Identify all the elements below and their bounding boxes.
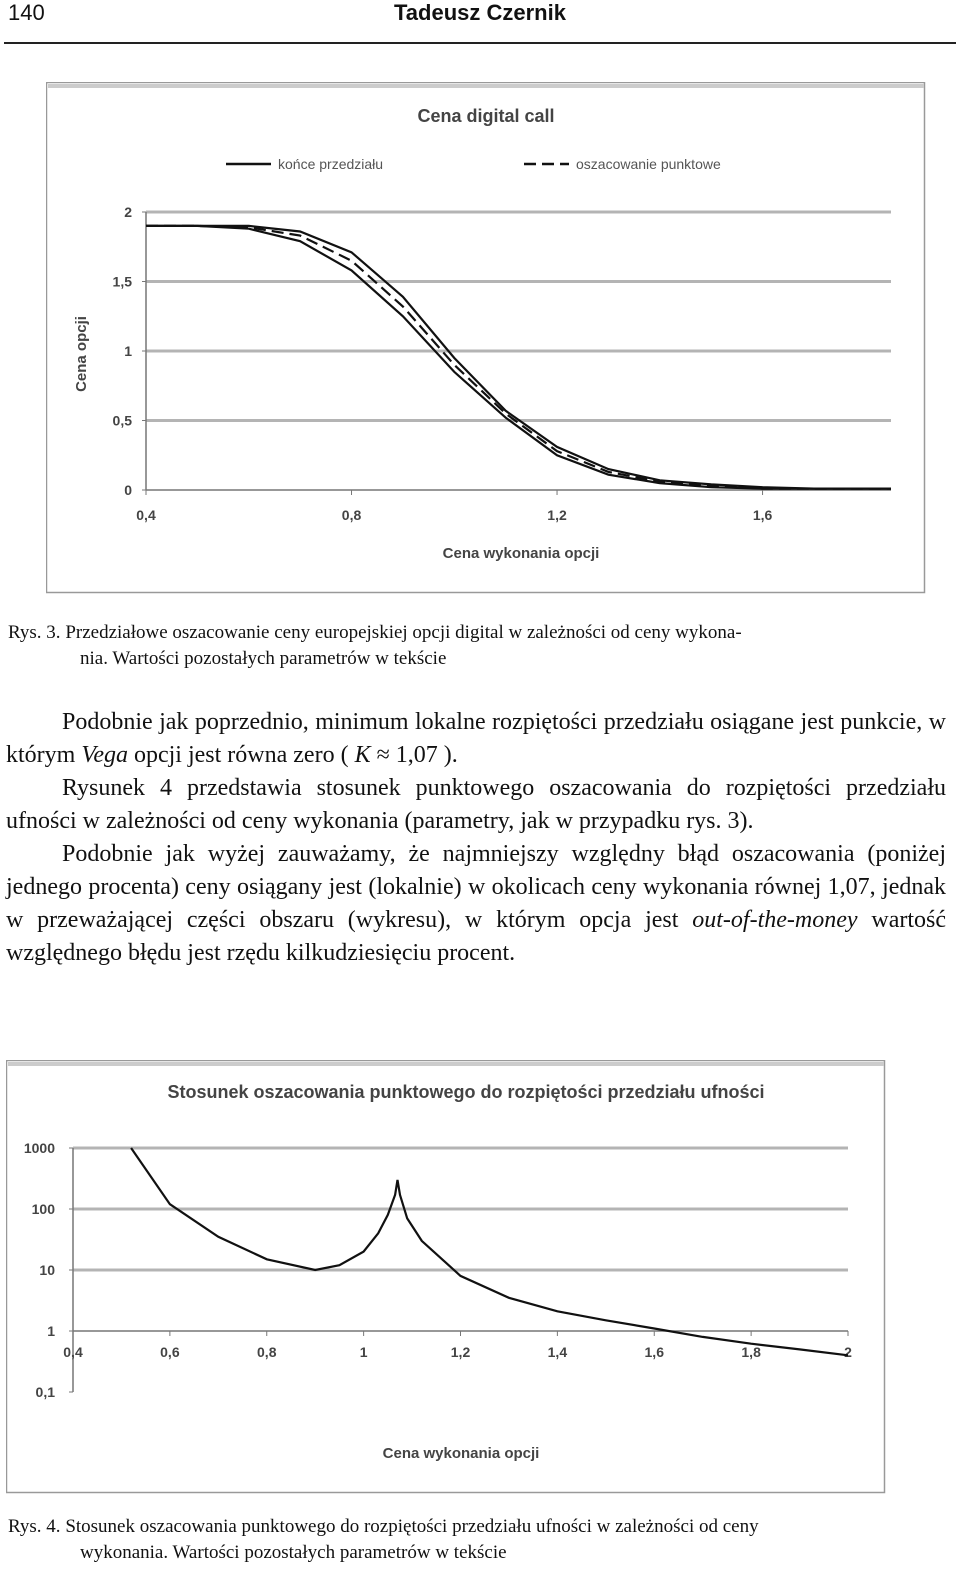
y-tick-label: 0 [124, 482, 132, 498]
x-tick-label: 1 [359, 1344, 368, 1360]
x-axis-label: Cena wykonania opcji [442, 545, 600, 562]
legend-label: końce przedziału [278, 156, 384, 172]
x-tick-label: 2 [844, 1344, 852, 1360]
figure-3-caption [8, 620, 954, 672]
text-run: ≈ 1,07 ). [370, 742, 458, 768]
x-tick-label: 0,8 [341, 507, 362, 523]
paragraph [6, 838, 946, 970]
y-tick-label: 100 [31, 1201, 55, 1217]
page-number: 140 [8, 0, 45, 25]
y-tick-label: 2 [124, 204, 132, 220]
x-tick-label: 1,6 [752, 507, 773, 523]
y-tick-label: 0,5 [112, 412, 132, 429]
italic-text: Vega [81, 742, 128, 768]
italic-text: K [354, 742, 371, 768]
x-tick-label: 1,4 [547, 1344, 568, 1360]
y-tick-label: 1,5 [112, 273, 132, 290]
chart-title: Cena digital call [417, 106, 555, 126]
chart-frame-shadow [8, 1062, 884, 1066]
chart-frame-shadow [48, 84, 924, 88]
y-tick-label: 1 [124, 343, 132, 359]
figure-4-caption [8, 1514, 954, 1566]
y-tick-label: 0,1 [35, 1384, 55, 1400]
x-tick-label: 0,8 [257, 1344, 277, 1360]
chart-frame [7, 1061, 885, 1493]
figure-3-chart [46, 82, 926, 594]
x-tick-label: 1,2 [450, 1344, 471, 1360]
y-tick-label: 1000 [23, 1140, 55, 1156]
italic-text: out-of-the-money [692, 907, 858, 933]
y-tick-label: 10 [39, 1262, 55, 1278]
text-run: wartość względnego błędu jest rzędu kilkudziesięciu procent. [6, 907, 947, 966]
paragraph [6, 772, 946, 838]
x-tick-label: 0,6 [160, 1344, 180, 1360]
paragraph [6, 706, 946, 772]
header-rule [4, 42, 956, 44]
chart-frame [47, 83, 925, 593]
figure-4-chart [6, 1060, 886, 1494]
text-run: Podobnie jak poprzednio, minimum lokalne rozpiętości przedziału osiągane jest punkcie, w którym [6, 709, 946, 768]
x-tick-label: 1,6 [644, 1344, 664, 1360]
body-text [6, 706, 946, 970]
chart-title: Stosunek oszacowania punktowego do rozpiętości przedziału ufności [167, 1082, 765, 1102]
x-axis-label: Cena wykonania opcji [382, 1445, 540, 1462]
text-run: Podobnie jak wyżej zauważamy, że najmniejszy względny błąd oszacowania (poniżej jednego procenta) ceny osiągany jest (lokalnie) w okolicach ceny wykonania równej 1,07, jednak w przeważającej części obszaru (wykresu), w którym opcja jest [6, 841, 946, 933]
x-tick-label: 1,2 [547, 507, 567, 523]
y-tick-label: 1 [47, 1323, 55, 1339]
x-tick-label: 1,8 [741, 1344, 761, 1360]
text-run: Rysunek 4 przedstawia stosunek punktowego oszacowania do rozpiętości przedziału ufności w zależności od ceny wykonania (parametry, jak w przypadku rys. 3). [6, 775, 946, 834]
caption-line-1: Przedziałowe oszacowanie ceny europejskiej opcji digital w zależności od ceny wykona- [65, 622, 742, 643]
caption-line-2: wykonania. Wartości pozostałych parametrów w tekście [80, 1542, 507, 1563]
text-run: opcji jest równa zero ( [127, 742, 355, 768]
running-header-author: Tadeusz Czernik [394, 0, 566, 25]
x-tick-label: 0,4 [136, 507, 156, 523]
caption-prefix: Rys. 4. [8, 1516, 61, 1537]
x-tick-label: 0,4 [63, 1344, 83, 1360]
caption-line-1: Stosunek oszacowania punktowego do rozpiętości przedziału ufności w zależności od ceny [65, 1516, 759, 1537]
caption-prefix: Rys. 3. [8, 622, 61, 643]
y-axis-label: Cena opcji [73, 316, 90, 392]
caption-line-2: nia. Wartości pozostałych parametrów w tekście [80, 648, 447, 669]
legend-label: oszacowanie punktowe [576, 156, 721, 172]
